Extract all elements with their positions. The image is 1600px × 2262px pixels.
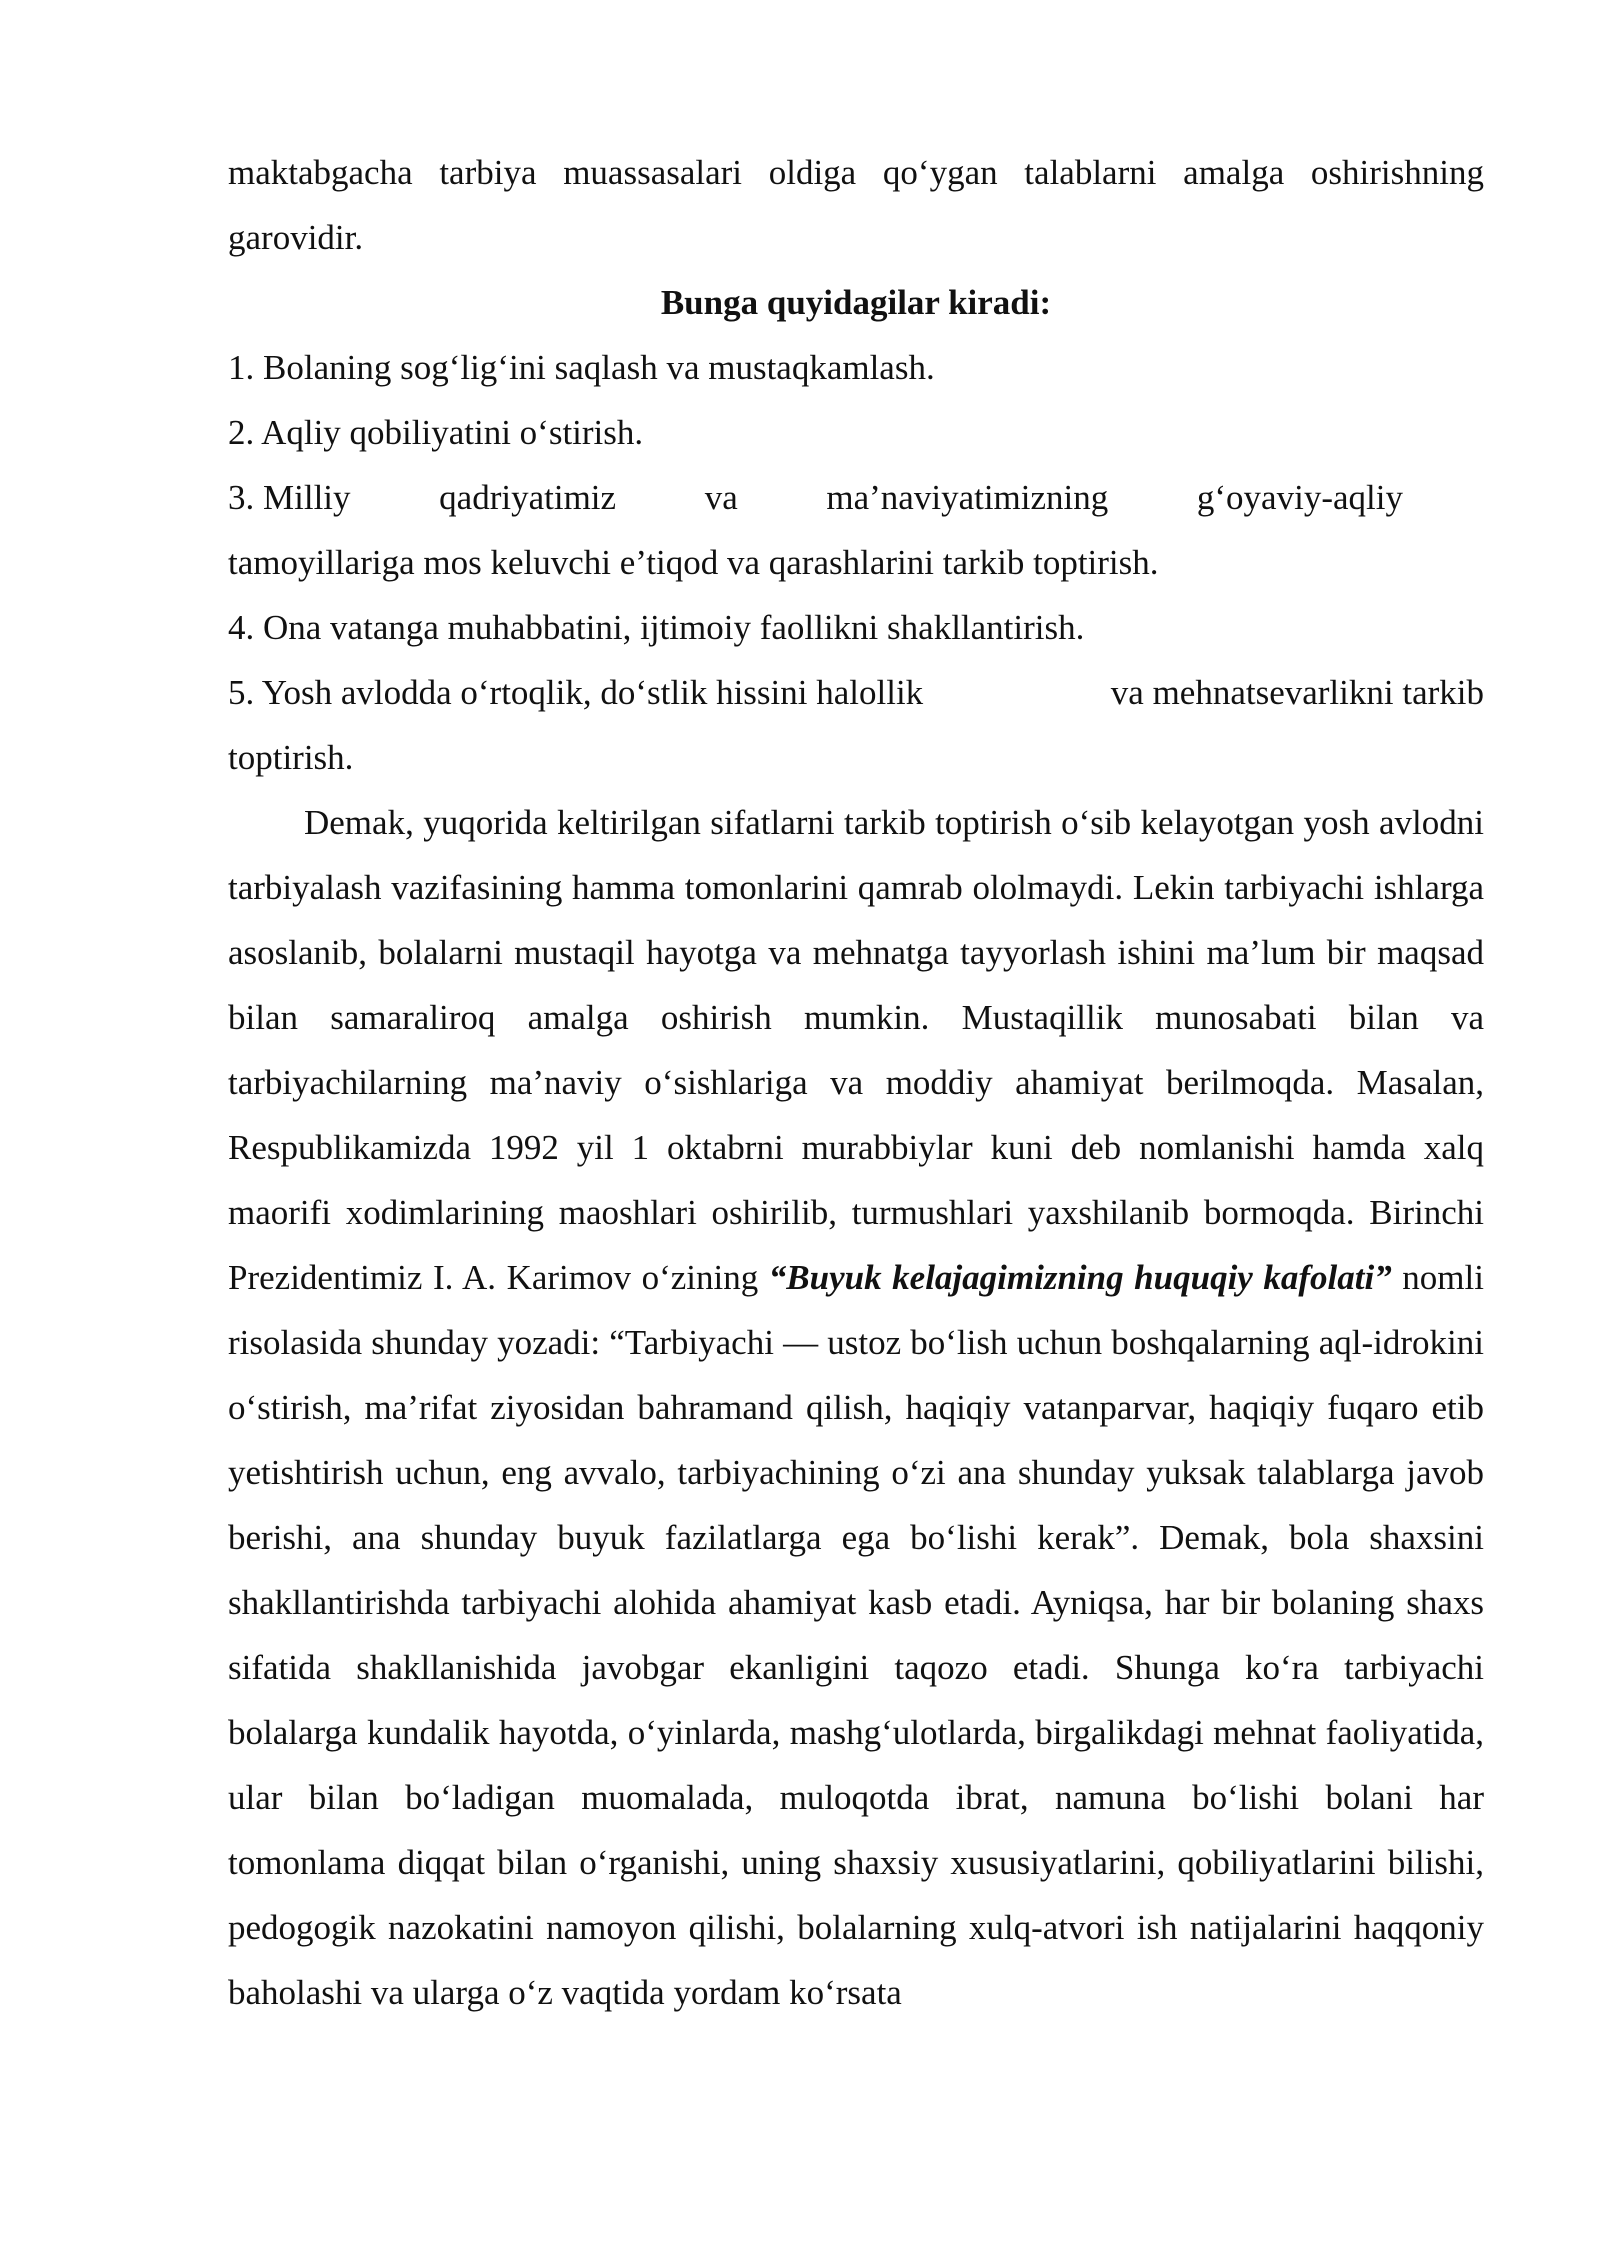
list-item-3-word: 3. Milliy: [228, 478, 351, 517]
list-item-5-continuation: toptirish.: [228, 738, 354, 777]
list-item-2: 2. Aqliy qobiliyatini o‘stirish.: [228, 413, 644, 452]
list-item-3-word: qadriyatimiz: [439, 478, 617, 517]
body-paragraph-start: Demak, yuqorida keltirilgan sifatlarni tarkib toptirish o‘sib kelayotgan yosh avlodni tarbiyalash vazifasining hamma tomonlarini qamrab ololmaydi. Lekin tarbiyachi ishlarga asoslanib, bolalarni mustaqil hayotga va mehnatga tayyorlash ishini ma’lum bir maqsad bilan samaraliroq amalga oshirish mumkin. Mustaqillik munosabati bilan va tarbiyachilarning ma’naviy o‘sishlariga va moddiy ahamiyat berilmoqda. Masalan, Respublikamizda 1992 yil 1 oktabrni murabbiylar kuni deb nomlanishi hamda xalq maorifi xodimlarining maoshlari oshirilib, turmushlari yaxshilanib bormoqda. Birinchi Prezidentimiz I. A. Karimov o‘zining: [228, 803, 1484, 1297]
list-item-3-word: ma’naviyatimizning: [826, 478, 1109, 517]
list-item-3-first-line: [228, 465, 1403, 530]
list-item-1: 1. Bolaning sog‘lig‘ini saqlash va mustaqkamlash.: [228, 348, 935, 387]
list-item-4: 4. Ona vatanga muhabbatini, ijtimoiy faollikni shakllantirish.: [228, 608, 1085, 647]
list-item-3-word: g‘oyaviy-aqliy: [1196, 478, 1403, 517]
document-page: [228, 140, 1484, 2025]
book-title: “Buyuk kelajagimizning huquqiy kafolati”: [768, 1258, 1392, 1297]
intro-paragraph: maktabgacha tarbiya muassasalari oldiga qo‘ygan talablarni amalga oshirishning garovidir.: [228, 153, 1484, 257]
list-item-5-part: va mehnatsevarlikni tarkib: [1110, 673, 1484, 712]
body-paragraph-end: nomli risolasida shunday yozadi: “Tarbiyachi — ustoz bo‘lish uchun boshqalarning aql-idrokini o‘stirish, ma’rifat ziyosidan bahramand qilish, haqiqiy vatanparvar, haqiqiy fuqaro etib yetishtirish uchun, eng avvalo, tarbiyachining o‘zi ana shunday yuksak talablarga javob berishi, ana shunday buyuk fazilatlarga ega bo‘lishi kerak”. Demak, bola shaxsini shakllantirishda tarbiyachi alohida ahamiyat kasb etadi. Ayniqsa, har bir bolaning shaxs sifatida shakllanishida javobgar ekanligini taqozo etadi. Shunga ko‘ra tarbiyachi bolalarga kundalik hayotda, o‘yinlarda, mashg‘ulotlarda, birgalikdagi mehnat faoliyatida, ular bilan bo‘ladigan muomalada, muloqotda ibrat, namuna bo‘lishi bolani har tomonlama diqqat bilan o‘rganishi, uning shaxsiy xususiyatlarini, qobiliyatlarini bilishi, pedogogik nazokatini namoyon qilishi, bolalarning xulq-atvori ish natijalarini haqqoniy baholashi va ularga o‘z vaqtida yordam ko‘rsata: [228, 1258, 1484, 2012]
list-item-5-part: 5. Yosh avlodda o‘rtoqlik, do‘stlik hissini halollik: [228, 673, 924, 712]
list-item-3-continuation: tamoyillariga mos keluvchi e’tiqod va qarashlarini tarkib toptirish.: [228, 543, 1159, 582]
section-heading: Bunga quyidagilar kiradi:: [660, 283, 1052, 322]
body-paragraph: [228, 790, 1484, 2025]
list-item-5-first-line: [228, 660, 1484, 725]
list-item-3-word: va: [704, 478, 738, 517]
